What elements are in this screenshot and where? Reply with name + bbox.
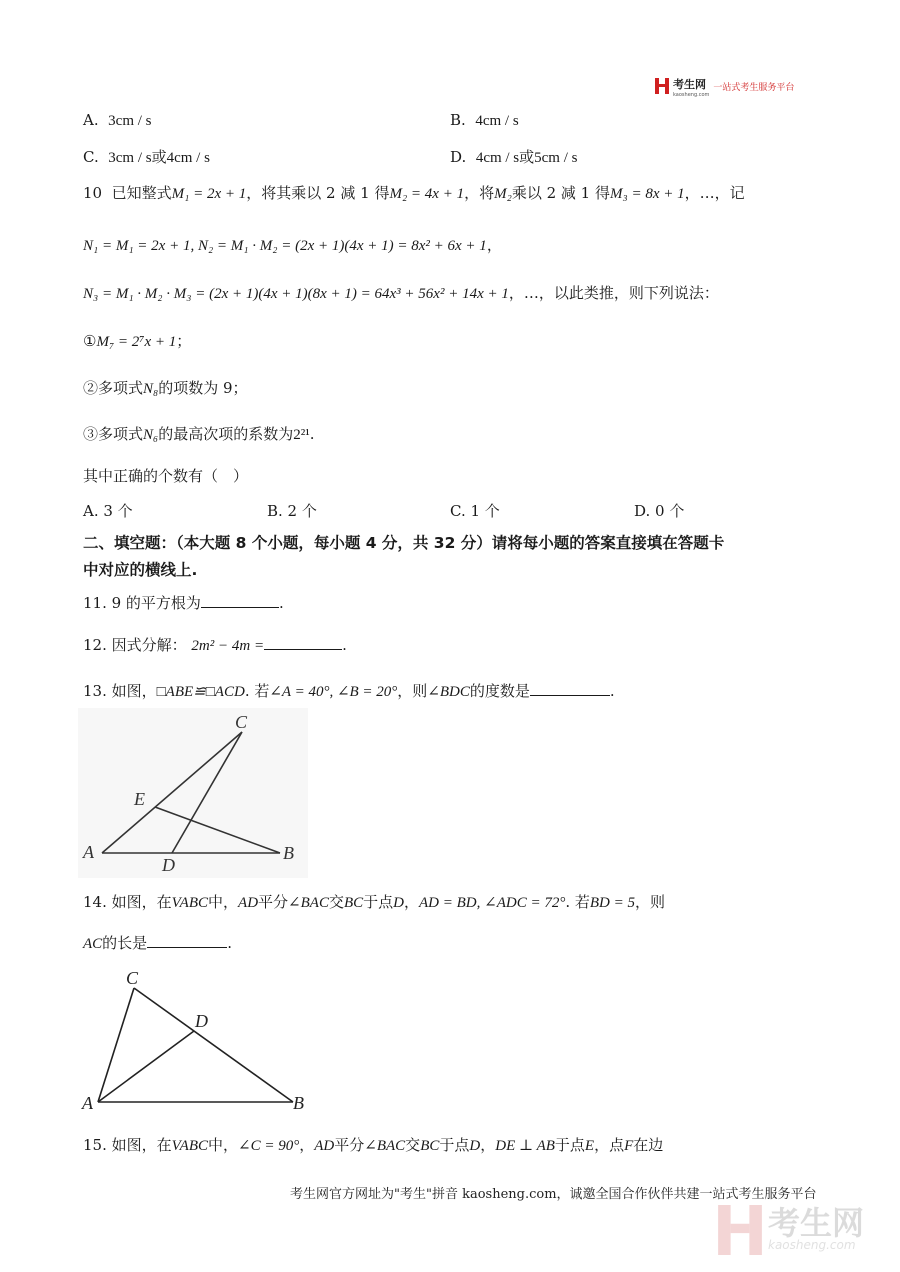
q13-figure	[78, 708, 308, 878]
q14-label-b: B	[293, 1093, 304, 1113]
q10-statement-1: ①M₇ = 2⁷x + 1；	[83, 332, 192, 350]
q9-option-c: C. 3cm / s或4cm / s	[83, 148, 210, 166]
q10-option-b: B. 2 个	[267, 502, 317, 520]
q14-segment-cb	[134, 988, 293, 1102]
q9-option-d: D. 4cm / s或5cm / s	[450, 148, 578, 166]
q10-statement-2: ②多项式N₈的项数为 9；	[83, 379, 248, 397]
q13: 13. 如图，□ABE≌□ACD. 若∠A = 40°, ∠B = 20°，则∠BDC的度数是 .	[83, 682, 615, 700]
q9-option-a: A. 3cm / s	[83, 111, 152, 129]
q9-option-b: B. 4cm / s	[450, 111, 519, 129]
kaosheng-logo-icon	[655, 78, 669, 94]
logo-url: kaosheng.com	[673, 92, 710, 98]
q14-label-a: A	[82, 1093, 93, 1113]
q14-segment-ac	[98, 988, 134, 1102]
q14-segment-ad	[98, 1031, 194, 1102]
q14-label-c: C	[126, 968, 139, 988]
q11: 11. 9 的平方根为 .	[83, 594, 284, 612]
q10-equation-n1-n2: N₁ = M₁ = 2x + 1, N₂ = M₁ · M₂ = (2x + 1)(4x + 1) = 8x² + 6x + 1，	[83, 236, 502, 254]
q13-label-c: C	[235, 712, 248, 732]
logo-name: 考生网	[673, 78, 706, 91]
q14-label-d: D	[195, 1011, 208, 1031]
q14-line1: 14. 如图，在VABC中，AD平分∠BAC交BC于点D，AD = BD, ∠ADC = 72°. 若BD = 5，则	[83, 893, 666, 911]
q13-answer-blank[interactable]	[530, 681, 610, 696]
header-logo	[655, 74, 794, 98]
q10-option-d: D. 0 个	[634, 502, 685, 520]
q13-label-d: D	[162, 855, 175, 875]
q10-option-a: A. 3 个	[83, 502, 133, 520]
footer-text: 考生网官方网址为"考生"拼音 kaosheng.com，诚邀全国合作伙伴共建一站式考生服务平台	[290, 1187, 817, 1202]
q14-answer-blank[interactable]	[147, 933, 227, 948]
q14-figure	[78, 964, 318, 1114]
watermark-url: kaosheng.com	[768, 1238, 856, 1252]
q10-option-c: C. 1 个	[450, 502, 500, 520]
watermark-text: 考生网	[768, 1204, 865, 1242]
q13-label-b: B	[283, 843, 294, 863]
logo-slogan: 一站式考生服务平台	[713, 82, 795, 93]
q12-answer-blank[interactable]	[264, 635, 342, 650]
watermark	[718, 1205, 864, 1255]
q12: 12. 因式分解： 2m² − 4m = .	[83, 636, 347, 654]
logo-text	[673, 74, 709, 98]
q10-question: 其中正确的个数有（ ）	[83, 467, 249, 485]
section2-heading-line1: 二、填空题：（本大题 8 个小题，每小题 4 分，共 32 分）请将每小题的答案直接填在答题卡	[83, 534, 725, 552]
watermark-text-block	[768, 1204, 865, 1252]
q13-label-a: A	[83, 842, 94, 862]
watermark-logo-icon	[718, 1205, 762, 1255]
section2-heading-line2: 中对应的横线上.	[83, 561, 198, 579]
q10-stem-line1: 10 已知整式M₁ = 2x + 1，将其乘以 2 减 1 得M₂ = 4x + 1，将M₂乘以 2 减 1 得M₃ = 8x + 1，…，记	[83, 184, 745, 202]
q14-line2: AC的长是 .	[83, 934, 232, 952]
q13-label-e: E	[134, 789, 145, 809]
q11-answer-blank[interactable]	[201, 593, 279, 608]
q15-line1: 15. 如图，在VABC中，∠C = 90°，AD平分∠BAC交BC于点D，DE ⊥ AB于点E，点F在边	[83, 1136, 664, 1154]
q10-statement-3: ③多项式N₆的最高次项的系数为2²¹.	[83, 425, 315, 443]
q10-equation-n3: N₃ = M₁ · M₂ · M₃ = (2x + 1)(4x + 1)(8x + 1) = 64x³ + 56x² + 14x + 1，…，以此类推，则下列说法：	[83, 284, 719, 302]
